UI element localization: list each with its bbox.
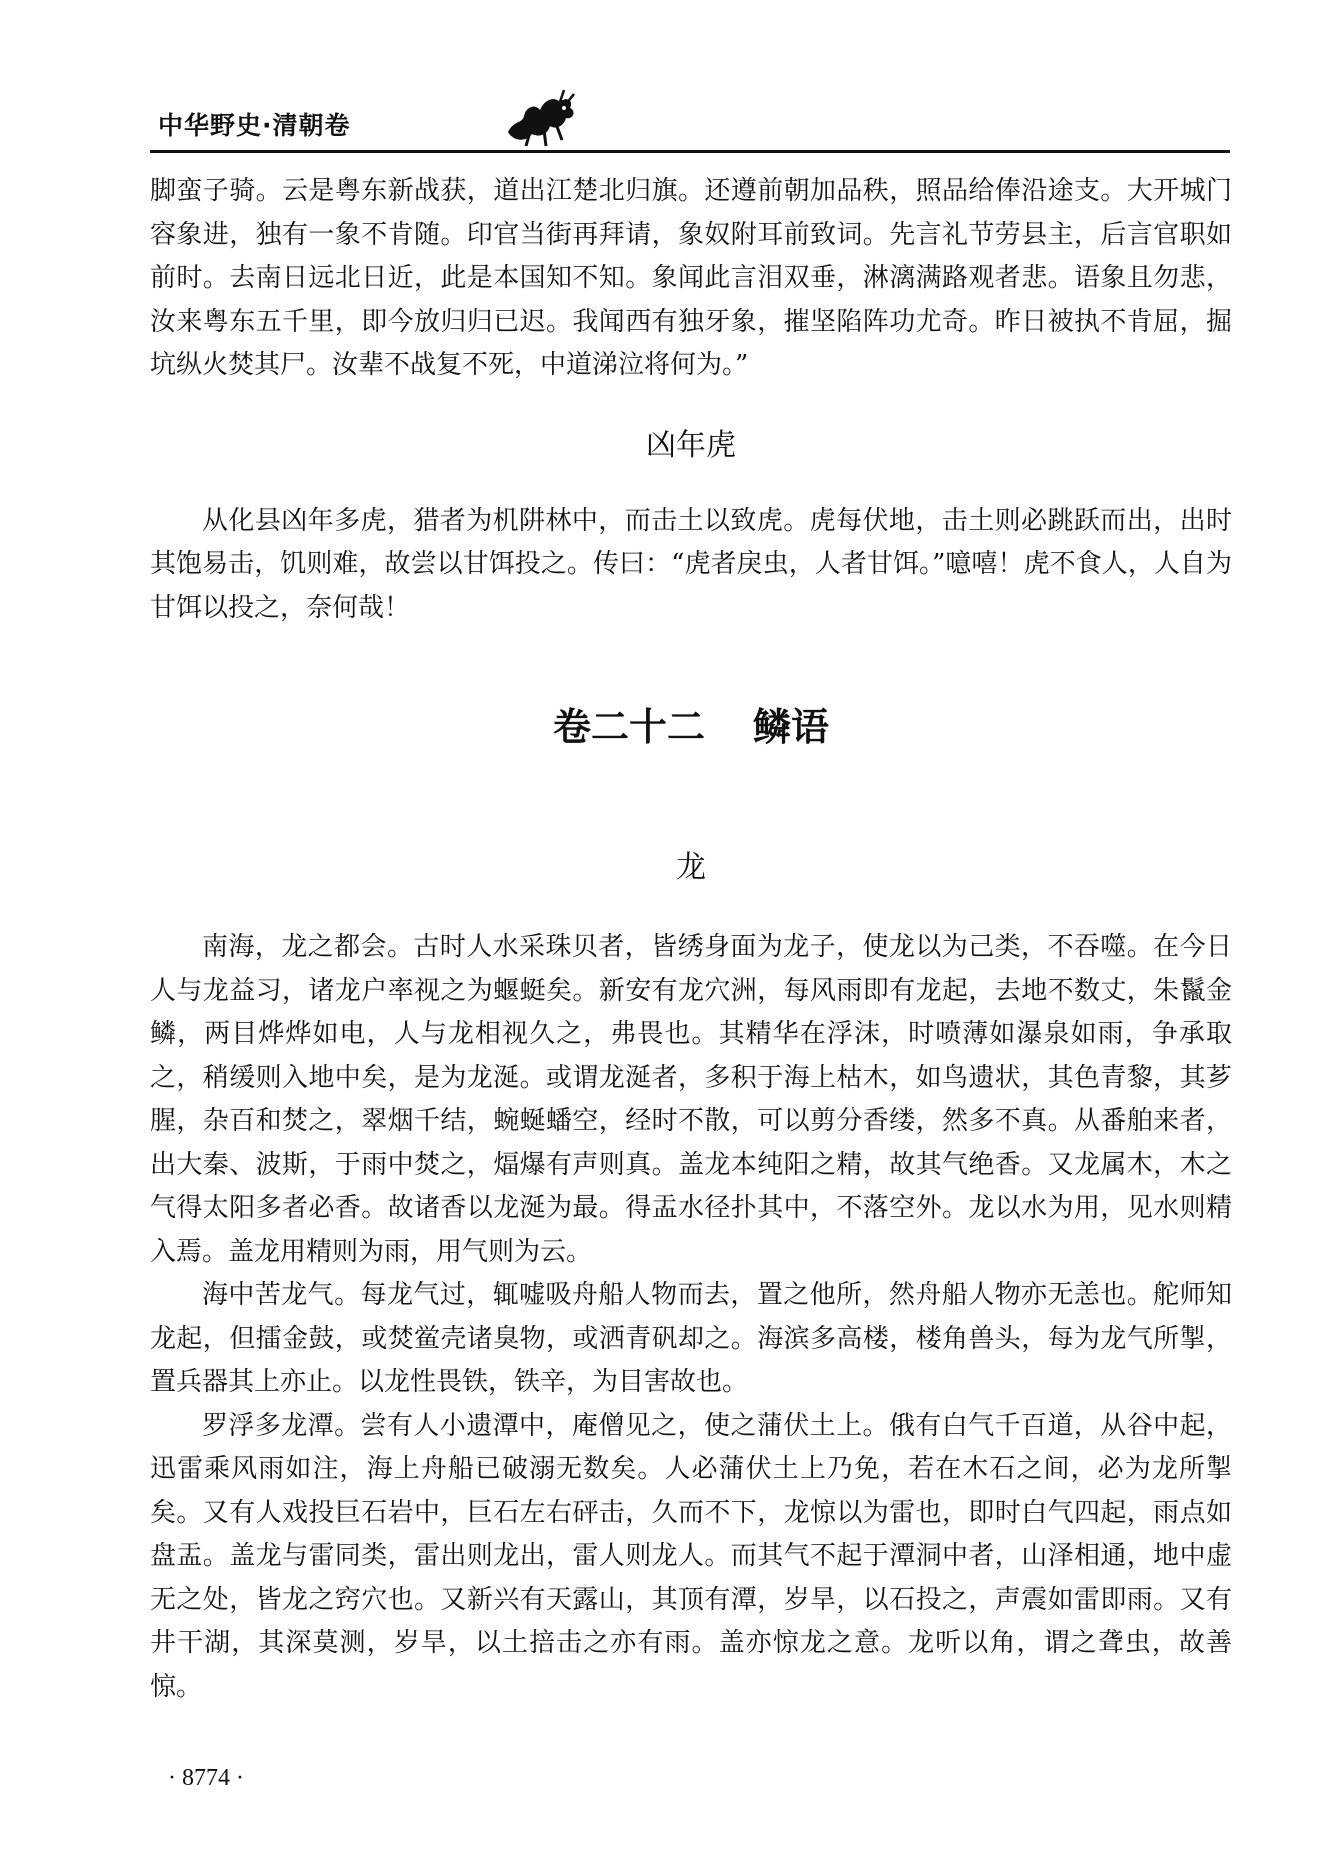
running-header: [150, 80, 1230, 152]
poem-continuation: 脚蛮子骑。云是粤东新战获，道出江楚北归旗。还遵前朝加品秩，照品给俸沿途支。大开城门容象进，独有一象不肯随。印官当街再拜请，象奴附耳前致词。先言礼节劳县主，后言官职如前时。去南日远北日近，此是本国知不知。象闻此言泪双垂，淋漓满路观者悲。语象且勿悲，汝来粤东五千里，即今放归归已迟。我闻西有独牙象，摧坚陷阵功尤奇。昨日被执不肯屈，掘坑纵火焚其尸。汝辈不战复不死，中道涕泣将何为。”: [150, 176, 1232, 380]
page-content: [150, 170, 1232, 1709]
dragon-emblem-icon: [500, 80, 580, 152]
page-number: · 8774 ·: [168, 1765, 244, 1791]
tiger-paragraph: 从化县凶年多虎，猎者为机阱林中，而击土以致虎。虎每伏地，击土则必跳跃而出，出时其饱易击，饥则难，故尝以甘饵投之。传曰：“虎者戾虫，人者甘饵。”噫嘻！虎不食人，人自为甘饵以投之，奈何哉！: [150, 505, 1232, 623]
chapter-number: 卷二十二: [552, 705, 705, 749]
chapter-heading: [150, 702, 1232, 752]
book-title: 中华野史·清朝卷: [158, 111, 351, 140]
dragon-paragraph-2: 海中苦龙气。每龙气过，辄嘘吸舟船人物而去，置之他所，然舟船人物亦无恙也。舵师知龙起，但擂金鼓，或焚鲎壳诸臭物，或洒青矾却之。海滨多高楼，楼角兽头，每为龙气所掣，置兵器其上亦止。以龙性畏铁，铁辛，为目害故也。: [150, 1280, 1232, 1397]
header-rule: [150, 150, 1230, 153]
dragon-paragraph-3: 罗浮多龙潭。尝有人小遗潭中，庵僧见之，使之蒲伏土上。俄有白气千百道，从谷中起，迅雷乘风雨如注，海上舟船已破溺无数矣。人必蒲伏土上乃免，若在木石之间，必为龙所掣矣。又有人戏投巨石岩中，巨石左右砰击，久而不下，龙惊以为雷也，即时白气四起，雨点如盘盂。盖龙与雷同类，雷出则龙出，雷人则龙人。而其气不起于潭洞中者，山泽相通，地中虚无之处，皆龙之窍穴也。又新兴有天露山，其顶有潭，岁旱，以石投之，声震如雷即雨。又有井干湖，其深莫测，岁旱，以土掊击之亦有雨。盖亦惊龙之意。龙听以角，谓之聋虫，故善惊。: [150, 1410, 1232, 1702]
section-title-tiger: 凶年虎: [646, 427, 736, 463]
dragon-paragraph-1: 南海，龙之都会。古时人水采珠贝者，皆绣身面为龙子，使龙以为己类，不吞噬。在今日人与龙益习，诸龙户率视之为蝘蜓矣。新安有龙穴洲，每风雨即有龙起，去地不数丈，朱鬣金鳞，两目烨烨如电，人与龙相视久之，弗畏也。其精华在浮沫，时喷薄如瀑泉如雨，争承取之，稍缓则入地中矣，是为龙涎。或谓龙涎者，多积于海上枯木，如鸟遗状，其色青黎，其芗腥，杂百和焚之，翠烟千结，蜿蜒蟠空，经时不散，可以剪分香缕，然多不真。从番舶来者，出大秦、波斯，于雨中焚之，煏爆有声则真。盖龙本纯阳之精，故其气绝香。又龙属木，木之气得太阳多者必香。故诸香以龙涎为最。得盂水径扑其中，不落空外。龙以水为用，见水则精入焉。盖龙用精则为雨，用气则为云。: [150, 932, 1232, 1267]
chapter-name: 鳞语: [753, 705, 830, 749]
section-title-dragon: 龙: [676, 850, 706, 885]
